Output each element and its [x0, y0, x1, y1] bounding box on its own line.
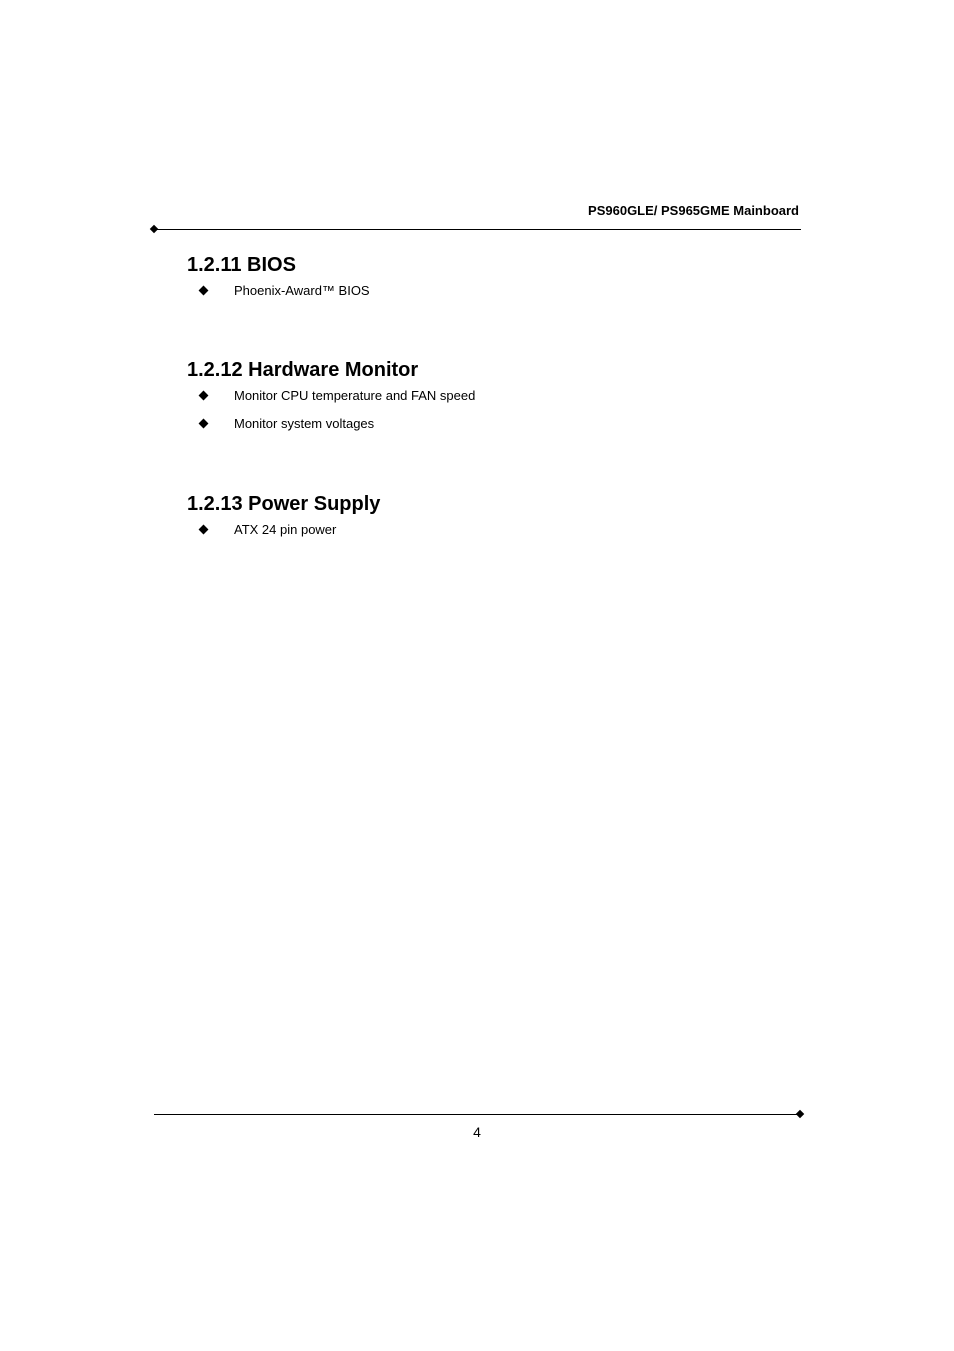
running-header: PS960GLE/ PS965GME Mainboard: [588, 203, 799, 218]
bullet-list: [187, 386, 475, 442]
diamond-bullet-icon: [199, 419, 209, 429]
section-heading: 1.2.13 Power Supply: [187, 493, 381, 515]
list-item: [187, 414, 475, 442]
section-heading: 1.2.11 BIOS: [187, 254, 296, 276]
diamond-bullet-icon: [199, 391, 209, 401]
list-item-text: Phoenix-Award™ BIOS: [234, 283, 370, 298]
diamond-bullet-icon: [199, 286, 209, 296]
list-item-text: ATX 24 pin power: [234, 522, 337, 537]
list-item-text: Monitor system voltages: [234, 416, 375, 431]
bullet-list: [187, 520, 380, 548]
list-item: [187, 281, 370, 309]
section-power-supply: [187, 492, 380, 548]
page-number: 4: [473, 1124, 481, 1140]
header-diamond-icon: [150, 225, 158, 233]
bullet-list: [187, 281, 370, 309]
list-item: [187, 520, 380, 548]
section-heading: 1.2.12 Hardware Monitor: [187, 359, 419, 381]
diamond-bullet-icon: [199, 525, 209, 535]
section-bios: [187, 253, 370, 309]
list-item-text: Monitor CPU temperature and FAN speed: [234, 388, 476, 403]
footer-diamond-icon: [796, 1110, 804, 1118]
section-hardware-monitor: [187, 358, 475, 442]
header-rule: [154, 229, 801, 230]
list-item: [187, 386, 475, 414]
footer-rule: [154, 1114, 801, 1115]
